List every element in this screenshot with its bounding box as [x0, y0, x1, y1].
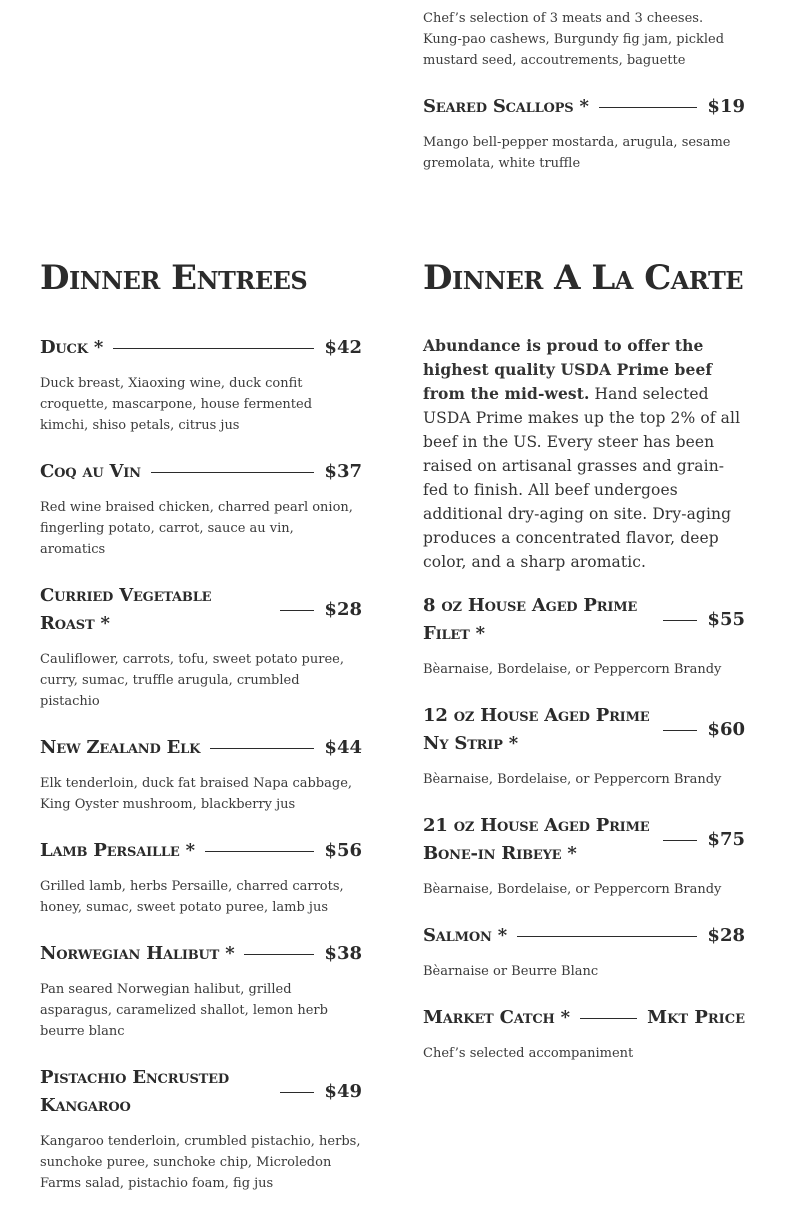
item-description: Cauliflower, carrots, tofu, sweet potato puree, curry, sumac, truffle arugula, crumbled pistachio: [40, 652, 344, 709]
section-title-entrees: Dinner Entrees: [40, 258, 308, 298]
leader-rule: [151, 472, 315, 473]
leader-rule: [210, 748, 314, 749]
menu-item: [423, 812, 745, 900]
leader-rule: [205, 851, 315, 852]
item-name: Seared Scallops *: [423, 96, 589, 117]
dinner-entrees-section: [40, 258, 362, 1216]
item-description: Mango bell-pepper mostarda, arugula, sesame gremolata, white truffle: [423, 135, 731, 171]
item-price: $49: [324, 1081, 362, 1102]
item-name: Duck *: [40, 337, 104, 358]
charcuterie-description: Chef’s selection of 3 meats and 3 cheeses. Kung-pao cashews, Burgundy fig jam, pickled mustard seed, accoutrements, baguette: [423, 11, 725, 68]
item-price: $42: [324, 337, 362, 358]
menu-item: [40, 837, 362, 918]
leader-rule: [663, 620, 697, 621]
leader-rule: [599, 107, 698, 108]
item-name: 12 oz House Aged Prime Ny Strip *: [423, 705, 650, 754]
beef-intro-bold: Abundance is proud to offer the highest quality USDA Prime beef from the mid-west.: [423, 336, 713, 403]
menu-item: [423, 922, 745, 982]
menu-item: [40, 334, 362, 436]
item-description: Chef’s selected accompaniment: [423, 1046, 634, 1061]
menu-item: [40, 734, 362, 815]
item-price: $28: [324, 599, 362, 620]
item-description: Bèarnaise or Beurre Blanc: [423, 964, 599, 979]
item-name: Pistachio Encrusted Kangaroo: [40, 1067, 229, 1116]
item-price: $75: [707, 829, 745, 850]
item-name: New Zealand Elk: [40, 737, 201, 758]
dinner-a-la-carte-section: [423, 258, 745, 1086]
appetizers-continued: [423, 8, 745, 196]
item-description: Bèarnaise, Bordelaise, or Peppercorn Brandy: [423, 882, 722, 897]
item-price: Mkt Price: [647, 1007, 745, 1028]
item-name: Market Catch *: [423, 1007, 570, 1028]
leader-rule: [113, 348, 314, 349]
menu-item: [40, 582, 362, 712]
section-title-a-la-carte: Dinner A La Carte: [423, 258, 744, 298]
item-description: Grilled lamb, herbs Persaille, charred carrots, honey, sumac, sweet potato puree, lamb jus: [40, 879, 344, 915]
item-description: Pan seared Norwegian halibut, grilled asparagus, caramelized shallot, lemon herb beurre blanc: [40, 982, 328, 1039]
menu-item-seared-scallops: [423, 93, 745, 174]
menu-item: [423, 702, 745, 790]
menu-item: [40, 458, 362, 560]
item-price: $44: [324, 737, 362, 758]
leader-rule: [517, 936, 698, 937]
item-price: $19: [707, 96, 745, 117]
item-description: Duck breast, Xiaoxing wine, duck confit croquette, mascarpone, house fermented kimchi, shiso petals, citrus jus: [40, 376, 313, 433]
beef-intro-text: Hand selected USDA Prime makes up the top 2% of all beef in the US. Every steer has been raised on artisanal grasses and grain-fed to finish. All beef undergoes additional dry-aging on site. Dry-aging produces a concentrated flavor, deep color, and a sharp aromatic.: [423, 385, 741, 571]
leader-rule: [280, 1092, 314, 1093]
item-price: $60: [707, 719, 745, 740]
item-price: $56: [324, 840, 362, 861]
menu-item: [423, 1004, 745, 1064]
item-price: $28: [707, 925, 745, 946]
item-price: $38: [324, 943, 362, 964]
item-name: Norwegian Halibut *: [40, 943, 235, 964]
item-description: Kangaroo tenderloin, crumbled pistachio, herbs, sunchoke puree, sunchoke chip, Microledon Farms salad, pistachio foam, fig jus: [40, 1134, 361, 1191]
menu-item: [40, 1064, 362, 1194]
menu-item: [40, 940, 362, 1042]
item-name: 21 oz House Aged Prime Bone-in Ribeye *: [423, 815, 650, 864]
leader-rule: [244, 954, 314, 955]
item-name: Lamb Persaille *: [40, 840, 195, 861]
item-description: Bèarnaise, Bordelaise, or Peppercorn Brandy: [423, 662, 722, 677]
item-price: $55: [707, 609, 745, 630]
leader-rule: [663, 730, 697, 731]
item-description: Elk tenderloin, duck fat braised Napa cabbage, King Oyster mushroom, blackberry jus: [40, 776, 353, 812]
item-name: Salmon *: [423, 925, 507, 946]
leader-rule: [663, 840, 697, 841]
item-price: $37: [324, 461, 362, 482]
item-name: 8 oz House Aged Prime Filet *: [423, 595, 638, 644]
menu-item: [423, 592, 745, 680]
item-description: Red wine braised chicken, charred pearl onion, fingerling potato, carrot, sauce au vin, aromatics: [40, 500, 353, 557]
item-name: Curried Vegetable Roast *: [40, 585, 212, 634]
leader-rule: [580, 1018, 637, 1019]
item-name: Coq au Vin: [40, 461, 141, 482]
item-description: Bèarnaise, Bordelaise, or Peppercorn Brandy: [423, 772, 722, 787]
beef-intro: [423, 334, 745, 574]
leader-rule: [280, 610, 314, 611]
